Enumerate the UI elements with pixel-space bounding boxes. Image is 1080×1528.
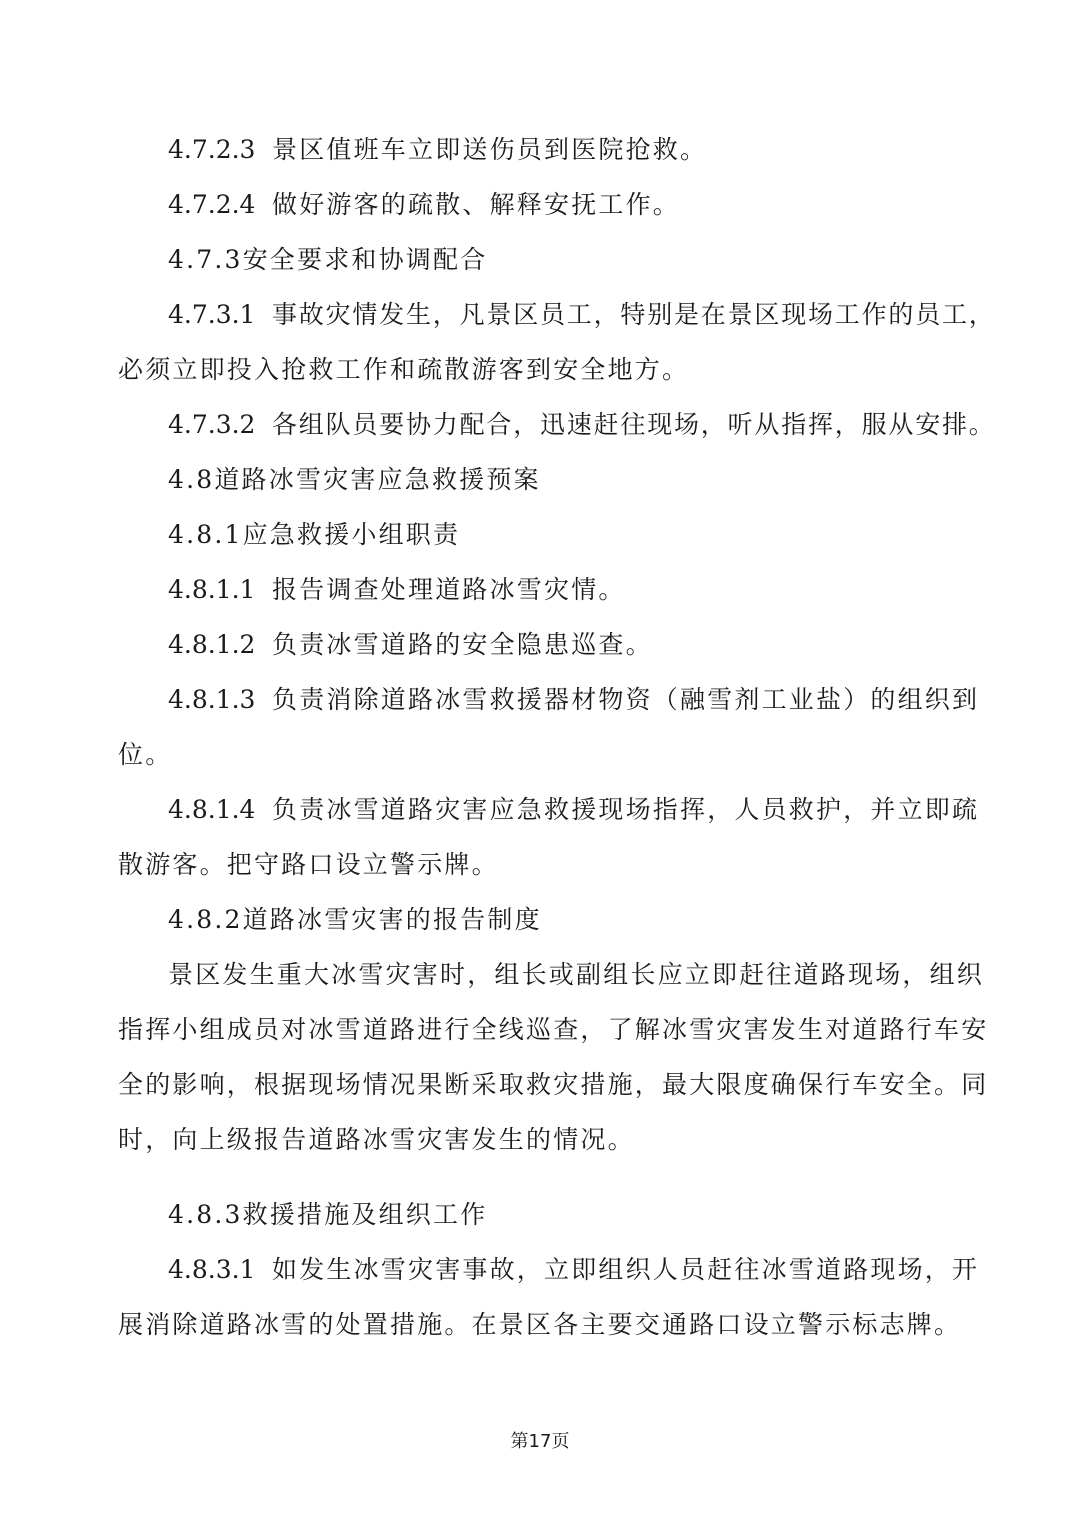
clause-text: 负责冰雪道路灾害应急救援现场指挥，人员救护，并立即疏 — [272, 795, 980, 824]
paragraph-reporting-line-1: 景区发生重大冰雪灾害时，组长或副组长应立即赶往道路现场，组织 — [168, 960, 985, 989]
paragraph-reporting-line-3: 全的影响，根据现场情况果断采取救灾措施，最大限度确保行车安全。同 — [118, 1070, 989, 1099]
section-heading-4-7-3: 4.7.3安全要求和协调配合 — [168, 245, 488, 274]
clause-number: 4.8.1.3 — [168, 685, 256, 714]
section-heading-4-8-3: 4.8.3救援措施及组织工作 — [168, 1200, 488, 1229]
clause-text: 事故灾情发生，凡景区员工，特别是在景区现场工作的员工， — [272, 300, 996, 329]
paragraph-4-8-1-3 — [168, 684, 980, 716]
clause-number: 4.8.1.4 — [168, 795, 256, 824]
clause-text: 做好游客的疏散、解释安抚工作。 — [272, 190, 681, 219]
section-heading-4-8-1: 4.8.1应急救援小组职责 — [168, 520, 461, 549]
paragraph-4-7-2-3 — [168, 134, 958, 166]
clause-text: 如发生冰雪灾害事故，立即组织人员赶往冰雪道路现场，开 — [272, 1255, 980, 1284]
paragraph-4-7-2-4 — [168, 189, 958, 221]
section-heading-4-8-2: 4.8.2道路冰雪灾害的报告制度 — [168, 905, 542, 934]
clause-text: 负责消除道路冰雪救援器材物资（融雪剂工业盐）的组织到 — [272, 685, 980, 714]
paragraph-4-8-1-1 — [168, 574, 958, 606]
paragraph-reporting-line-4: 时，向上级报告道路冰雪灾害发生的情况。 — [118, 1125, 635, 1154]
paragraph-4-8-3-1 — [168, 1254, 980, 1286]
paragraph-reporting-line-2: 指挥小组成员对冰雪道路进行全线巡查，了解冰雪灾害发生对道路行车安 — [118, 1015, 989, 1044]
clause-number: 4.7.3.2 — [168, 410, 256, 439]
clause-number: 4.8.3.1 — [168, 1255, 256, 1284]
clause-number: 4.8.1.1 — [168, 575, 256, 604]
paragraph-4-8-1-4 — [168, 794, 980, 826]
clause-text: 景区值班车立即送伤员到医院抢救。 — [272, 135, 708, 164]
clause-number: 4.8.1.2 — [168, 630, 256, 659]
clause-text: 各组队员要协力配合，迅速赶往现场，听从指挥，服从安排。 — [272, 410, 996, 439]
paragraph-4-8-1-4-continued: 散游客。把守路口设立警示牌。 — [118, 850, 499, 879]
clause-text: 报告调查处理道路冰雪灾情。 — [272, 575, 626, 604]
paragraph-4-8-3-1-continued: 展消除道路冰雪的处置措施。在景区各主要交通路口设立警示标志牌。 — [118, 1310, 962, 1339]
paragraph-4-7-3-2 — [168, 409, 996, 441]
clause-text: 负责冰雪道路的安全隐患巡查。 — [272, 630, 653, 659]
paragraph-4-7-3-1 — [168, 299, 996, 331]
section-heading-4-8: 4.8道路冰雪灾害应急救援预案 — [168, 465, 541, 494]
paragraph-4-7-3-1-continued: 必须立即投入抢救工作和疏散游客到安全地方。 — [118, 355, 690, 384]
clause-number: 4.7.2.4 — [168, 190, 256, 219]
clause-number: 4.7.2.3 — [168, 135, 256, 164]
page-number: 第17页 — [510, 1431, 570, 1452]
paragraph-4-8-1-3-continued: 位。 — [118, 740, 173, 769]
paragraph-4-8-1-2 — [168, 629, 958, 661]
clause-number: 4.7.3.1 — [168, 300, 256, 329]
